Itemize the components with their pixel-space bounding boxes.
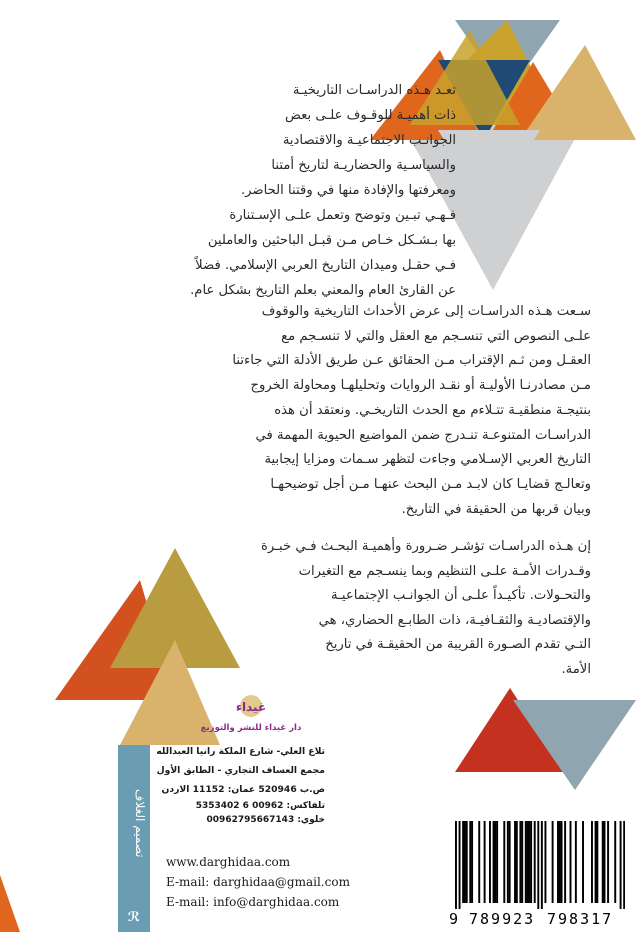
- isbn-number: [447, 910, 632, 932]
- website-link[interactable]: www.darghidaa.com: [166, 855, 291, 869]
- text-line: والإقتصاديـة والثقـافيـة، ذات الطابـع الحضاري، هي: [318, 612, 591, 628]
- barcode-bar: [469, 821, 471, 903]
- barcode-bar: [509, 821, 511, 903]
- paragraph-conclusion: [43, 535, 591, 683]
- barcode-bar: [537, 821, 539, 909]
- barcode-bar: [561, 821, 563, 903]
- barcode-bar: [521, 821, 523, 903]
- barcode-bars: [455, 821, 625, 909]
- barcode-bar: [464, 821, 466, 903]
- address-line: تلاع العلي- شارع الملكة رانيا العبدالله: [156, 746, 325, 757]
- text-line: فـهـي تبـين وتوضح وتعمل علـى الإسـتنارة: [229, 208, 456, 223]
- barcode-bar: [496, 821, 498, 903]
- publisher-logo: [196, 692, 306, 736]
- text-line: والتحـولات. تأكيـداً علـى أن الجوانـب الإجتماعيـة: [330, 588, 591, 604]
- barcode-bar: [534, 821, 536, 903]
- orange-corner-triangle: [0, 875, 20, 932]
- barcode-bar: [552, 821, 554, 903]
- text-line: تعـد هـذه الدراسـات التاريخيـة: [292, 83, 456, 98]
- barcode-bar: [620, 821, 622, 909]
- barcode-bar: [525, 821, 527, 903]
- barcode-bar: [527, 821, 529, 903]
- cover-design-label: تصميم الغلاف: [133, 788, 147, 858]
- barcode-bar: [604, 821, 606, 903]
- barcode-bar: [462, 821, 464, 903]
- barcode-bar: [459, 821, 461, 909]
- barcode-bar: [602, 821, 604, 903]
- publisher-address: [156, 742, 325, 827]
- isbn-group-2: 798317: [547, 910, 614, 928]
- barcode-bar: [514, 821, 516, 903]
- text-line: وبيان قربها من الحقيقة في التاريخ.: [401, 501, 591, 517]
- barcode-bar: [516, 821, 518, 903]
- paragraph-intro: [181, 78, 456, 303]
- barcode-bar: [478, 821, 480, 903]
- barcode-bar: [503, 821, 505, 903]
- text-line: وتعالـج قضايـا كان لابـد مـن البحث عنهـا مـن أجل توضيحهـا: [270, 476, 591, 492]
- barcode-bar: [489, 821, 491, 903]
- barcode-bar: [595, 821, 597, 903]
- po-box: ص.ب 520946 عمان: 11152 الاردن: [161, 784, 325, 795]
- text-line: بنتيجـة منطقيـة تتـلاءم مع الحدث التاريخـي. ونعتقد أن هذه: [274, 402, 591, 418]
- isbn-barcode: [447, 817, 632, 932]
- designer-logo-icon: ℛ: [127, 910, 141, 925]
- text-line: سـعت هـذه الدراسـات إلى عرض الأحداث التاريخية والوقوف: [261, 304, 591, 319]
- text-line: الأمة.: [561, 661, 591, 677]
- text-line: التـي تقدم الصـورة القريبة من الحقيقـة في تاريخ: [325, 637, 591, 653]
- barcode-bar: [530, 821, 532, 903]
- mobile-number: خلوي: 00962795667143: [206, 815, 325, 825]
- paragraph-body: [43, 300, 591, 522]
- barcode-bar: [471, 821, 473, 903]
- barcode-bar: [466, 821, 468, 903]
- barcode-bar: [519, 821, 521, 903]
- barcode-bar: [607, 821, 609, 903]
- text-line: الدراسـات المتنوعـة تنـدرج ضمن المواضيع الحيوية المهمة في: [255, 427, 591, 443]
- publisher-logo-script: غيداء: [235, 700, 267, 714]
- barcode-bar: [494, 821, 496, 903]
- text-line: وقـدرات الأمـة علـى التنظيم وبما ينسـجم مع التغيرات: [298, 563, 591, 579]
- text-line: والسياسـية والحضاريـة لتاريخ أمتنا: [271, 158, 456, 173]
- barcode-bar: [596, 821, 598, 903]
- barcode-bar: [528, 821, 530, 903]
- text-line: مـن مصادرنـا الأوليـة أو نقـد الروايات وتحليلهـا ومحاولة الخروج: [250, 378, 591, 394]
- text-line: ذات أهميـة للوقـوف علـى بعض: [285, 108, 456, 123]
- text-line: العقـل ومن ثـم الإقتراب مـن الحقائق عـن طريق الأدلة التي جاءتنا: [232, 353, 591, 369]
- barcode-bar: [564, 821, 566, 903]
- address-line: مجمع العساف التجاري - الطابق الأول: [156, 765, 325, 776]
- barcode-bar: [493, 821, 495, 903]
- barcode-bar: [557, 821, 559, 903]
- barcode-bar: [559, 821, 561, 903]
- barcode-bar: [575, 821, 577, 903]
- text-line: فـي حقـل وميدان التاريخ العربي الإسلامي. فضلاً: [195, 258, 456, 273]
- barcode-bar: [623, 821, 625, 909]
- text-line: ومعرفتها والإفادة منها في وقتنا الحاضر.: [240, 183, 456, 198]
- barcode-bar: [570, 821, 572, 903]
- text-line: إن هـذه الدراسـات تؤشـر ضـرورة وأهميـة البحـث فـي خبـرة: [260, 539, 591, 554]
- text-line: الجوانـب الاجتماعيـة والاقتصادية: [282, 133, 456, 148]
- fax-number: تلفاكس: 00962 6 5353402: [195, 801, 325, 811]
- publisher-logo-text: دار غيداء للنشر والتوزيع: [200, 723, 302, 733]
- barcode-bar: [614, 821, 616, 903]
- barcode-bar: [455, 821, 457, 909]
- publisher-web: [166, 852, 350, 912]
- text-line: التاريخ العربي الإسـلامي وجاءت لتظهر سـمات ومزايا إيجابية: [264, 452, 591, 468]
- text-line: بها بـشـكل خـاص مـن قبـل الباحثين والعاملين: [207, 233, 456, 248]
- barcode-bar: [507, 821, 509, 903]
- barcode-bar: [541, 821, 543, 909]
- isbn-group-1: 789923: [469, 910, 536, 928]
- isbn-lead-digit: 9: [449, 910, 459, 928]
- barcode-bar: [544, 821, 546, 903]
- email-link[interactable]: E-mail: info@darghidaa.com: [166, 895, 340, 909]
- barcode-bar: [582, 821, 584, 903]
- text-line: عن القارئ العام والمعني بعلم التاريخ بشكل عام.: [190, 283, 456, 298]
- email-link[interactable]: E-mail: darghidaa@gmail.com: [166, 875, 350, 889]
- barcode-bar: [591, 821, 593, 903]
- barcode-bar: [484, 821, 486, 903]
- text-line: علـى النصوص التي تنسـجم مع العقل والتي لا تنسـجم مع: [281, 328, 591, 344]
